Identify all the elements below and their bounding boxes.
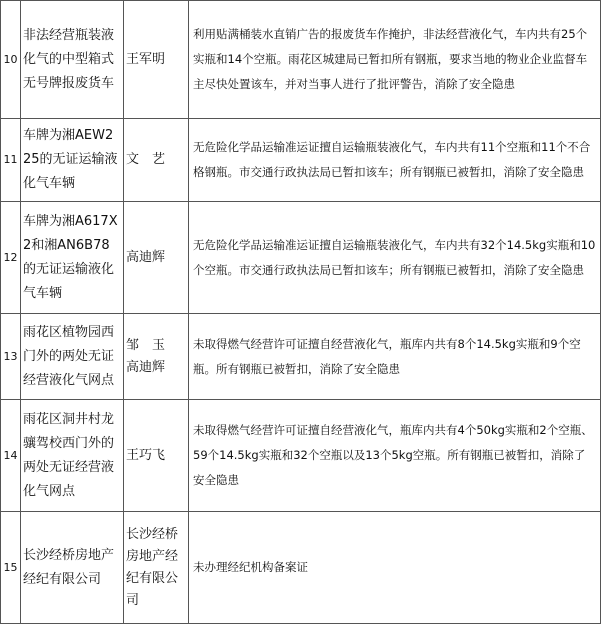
table-row — [1, 400, 601, 512]
result-cell: 未取得燃气经营许可证擅自经营液化气，瓶库内共有4个50kg实瓶和2个空瓶、59个14.5kg实瓶和32个空瓶以及13个5kg空瓶。所有钢瓶已被暂扣，消除了安全隐患 — [189, 400, 601, 512]
target-cell: 雨花区植物园西门外的两处无证经营液化气网点 — [21, 314, 124, 400]
person-cell: 邹 玉 高迪辉 — [124, 314, 189, 400]
person-cell: 高迪辉 — [124, 202, 189, 314]
person-cell: 长沙经桥房地产经纪有限公司 — [124, 512, 189, 624]
person-cell: 王军明 — [124, 1, 189, 119]
row-number: 15 — [1, 512, 21, 624]
person-cell: 文 艺 — [124, 119, 189, 202]
row-number: 10 — [1, 1, 21, 119]
target-cell: 车牌为湘A617X2和湘AN6B78的无证运输液化气车辆 — [21, 202, 124, 314]
result-cell: 无危险化学品运输准运证擅自运输瓶装液化气，车内共有11个空瓶和11个不合格钢瓶。市交通行政执法局已暂扣该车；所有钢瓶已被暂扣，消除了安全隐患 — [189, 119, 601, 202]
table-row — [1, 512, 601, 624]
target-cell: 车牌为湘AEW225的无证运输液化气车辆 — [21, 119, 124, 202]
table-row — [1, 119, 601, 202]
table-row — [1, 1, 601, 119]
row-number: 12 — [1, 202, 21, 314]
table-row — [1, 202, 601, 314]
person-cell: 王巧飞 — [124, 400, 189, 512]
target-cell: 非法经营瓶装液化气的中型箱式无号牌报废货车 — [21, 1, 124, 119]
row-number: 13 — [1, 314, 21, 400]
table-row — [1, 314, 601, 400]
target-cell: 雨花区洞井村龙骧驾校西门外的两处无证经营液化气网点 — [21, 400, 124, 512]
row-number: 11 — [1, 119, 21, 202]
target-cell: 长沙经桥房地产经纪有限公司 — [21, 512, 124, 624]
result-cell: 未取得燃气经营许可证擅自经营液化气，瓶库内共有8个14.5kg实瓶和9个空瓶。所有钢瓶已被暂扣，消除了安全隐患 — [189, 314, 601, 400]
result-cell: 未办理经纪机构备案证 — [189, 512, 601, 624]
result-cell: 无危险化学品运输准运证擅自运输瓶装液化气，车内共有32个14.5kg实瓶和10个空瓶。市交通行政执法局已暂扣该车；所有钢瓶已被暂扣，消除了安全隐患 — [189, 202, 601, 314]
row-number: 14 — [1, 400, 21, 512]
result-cell: 利用贴满桶装水直销广告的报废货车作掩护，非法经营液化气，车内共有25个实瓶和14个空瓶。雨花区城建局已暂扣所有钢瓶，要求当地的物业企业监督车主尽快处置该车，并对当事人进行了批评警告，消除了安全隐患 — [189, 1, 601, 119]
